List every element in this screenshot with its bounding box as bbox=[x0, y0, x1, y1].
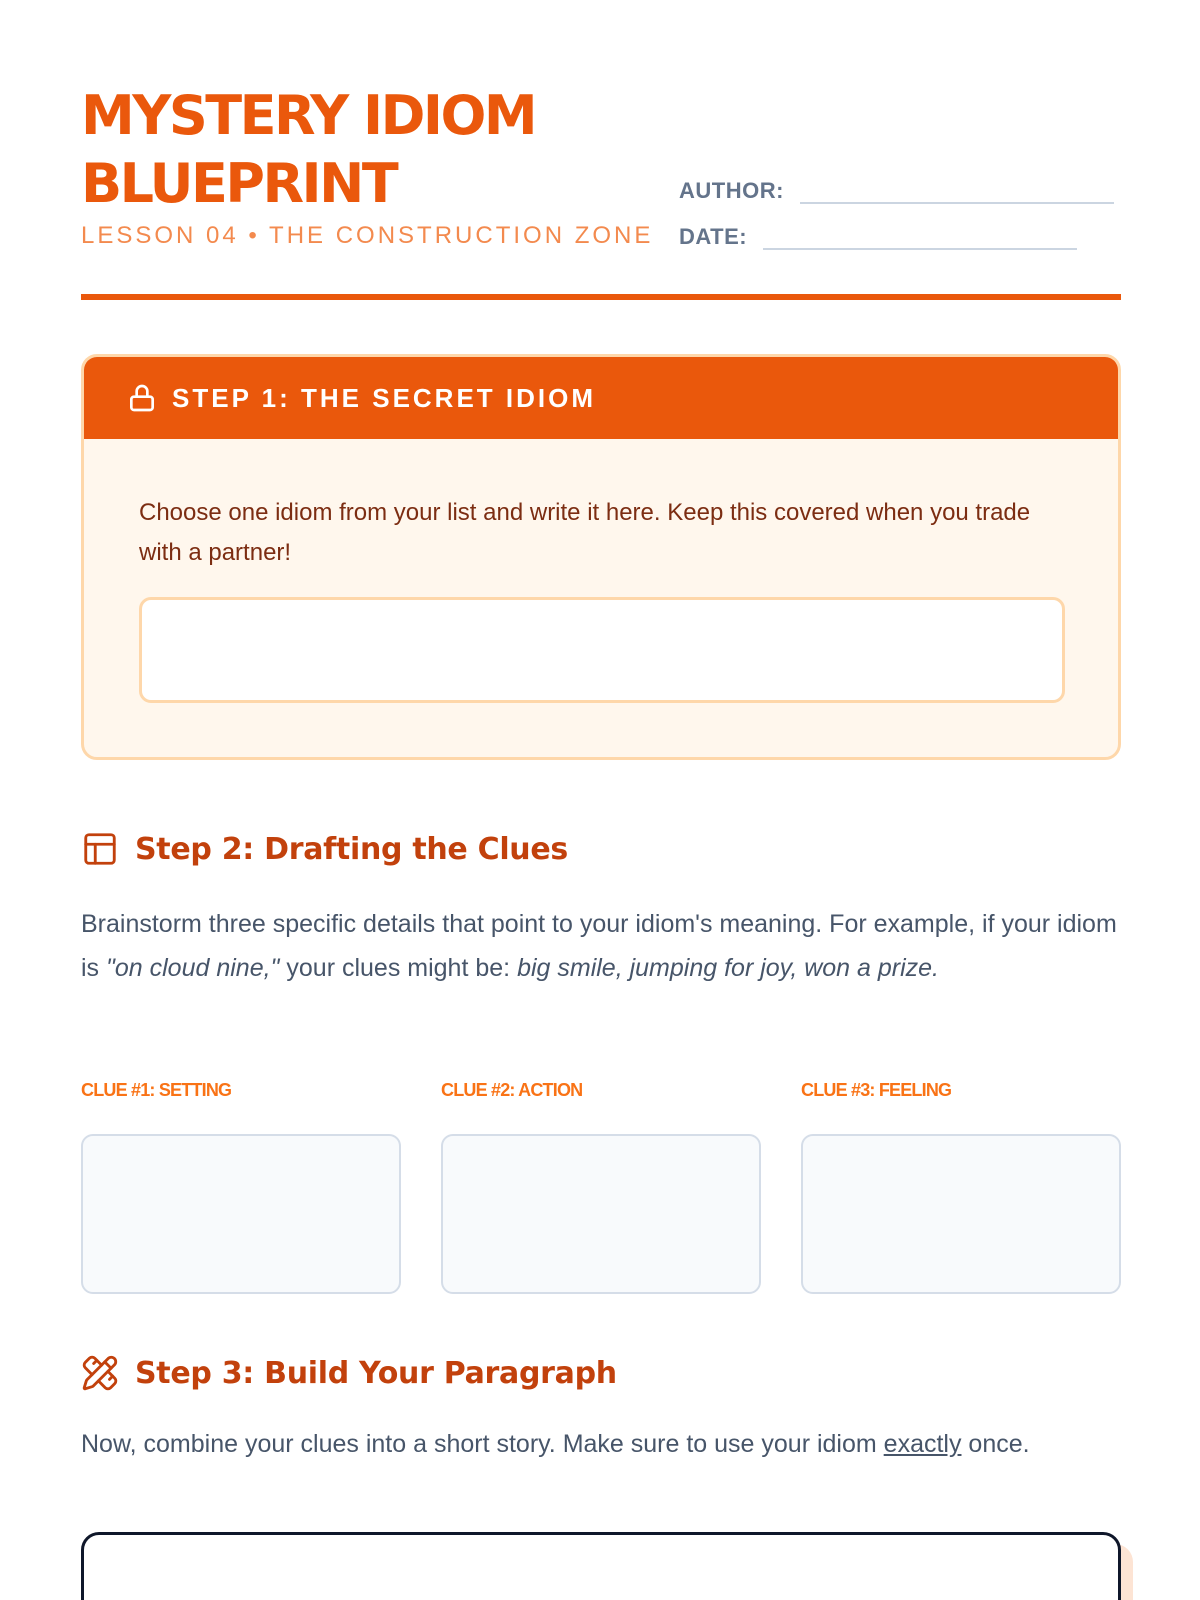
clue-3 bbox=[801, 1080, 1121, 1294]
step2-heading bbox=[81, 830, 568, 868]
title-line-2: BLUEPRINT bbox=[81, 152, 397, 215]
step3-description bbox=[81, 1424, 1121, 1464]
clue-3-input[interactable] bbox=[801, 1134, 1121, 1294]
step2-text-before: Brainstorm three specific details that point to your idiom's meaning. For example, if your idiom is bbox=[81, 910, 1117, 982]
step3-heading bbox=[81, 1354, 617, 1392]
example-clues: big smile, jumping for joy, won a prize. bbox=[517, 954, 939, 982]
clue-1 bbox=[81, 1080, 401, 1294]
title-line-1: MYSTERY IDIOM bbox=[81, 84, 536, 147]
step1-title: STEP 1: THE SECRET IDIOM bbox=[172, 382, 597, 413]
pencil-ruler-icon bbox=[81, 1354, 119, 1392]
clue-2-input[interactable] bbox=[441, 1134, 761, 1294]
layout-icon bbox=[81, 830, 119, 868]
clue-3-label: CLUE #3: FEELING bbox=[801, 1080, 952, 1100]
step3-title: Step 3: Build Your Paragraph bbox=[135, 1355, 617, 1391]
step2-text-middle: your clues might be: bbox=[279, 954, 518, 982]
date-input-line[interactable] bbox=[763, 224, 1077, 250]
clue-2 bbox=[441, 1080, 761, 1294]
date-field bbox=[679, 224, 1077, 250]
example-idiom: "on cloud nine," bbox=[106, 954, 280, 982]
step1-instruction: Choose one idiom from your list and write it here. Keep this covered when you trade with a partner! bbox=[139, 499, 1031, 566]
secret-idiom-input[interactable] bbox=[139, 597, 1065, 703]
step3-emphasis: exactly bbox=[883, 1430, 962, 1458]
step1-header bbox=[84, 357, 1118, 439]
clue-2-label: CLUE #2: ACTION bbox=[441, 1080, 583, 1100]
author-label: AUTHOR: bbox=[679, 178, 784, 203]
author-input-line[interactable] bbox=[800, 178, 1114, 204]
worksheet-page bbox=[81, 0, 1121, 1458]
step2-description bbox=[81, 902, 1121, 990]
paragraph-input[interactable] bbox=[81, 1532, 1121, 1600]
author-field bbox=[679, 178, 1114, 204]
clue-1-input[interactable] bbox=[81, 1134, 401, 1294]
date-label: DATE: bbox=[679, 224, 748, 249]
step3-text-after: once. bbox=[961, 1430, 1030, 1458]
lesson-subtitle: LESSON 04 • THE CONSTRUCTION ZONE bbox=[81, 222, 654, 249]
header-divider bbox=[81, 294, 1121, 300]
step3-text-before: Now, combine your clues into a short story. Make sure to use your idiom bbox=[81, 1430, 884, 1458]
clue-1-label: CLUE #1: SETTING bbox=[81, 1080, 232, 1100]
worksheet-title bbox=[81, 82, 641, 218]
step2-title: Step 2: Drafting the Clues bbox=[135, 831, 568, 867]
worksheet-header bbox=[81, 0, 1121, 302]
step1-card bbox=[81, 354, 1121, 760]
lock-icon bbox=[126, 382, 158, 414]
